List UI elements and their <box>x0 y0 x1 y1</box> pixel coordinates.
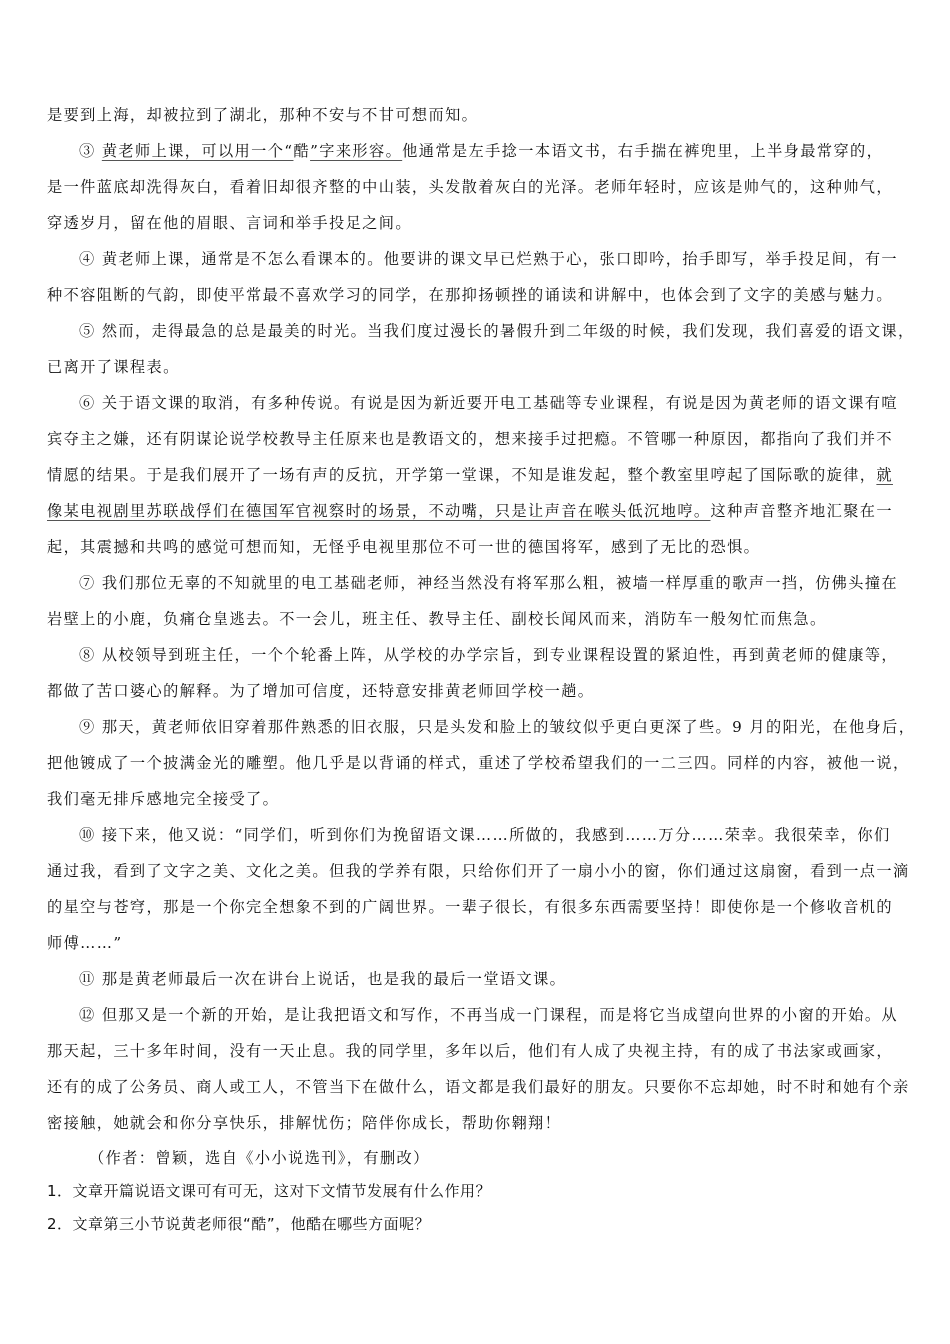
paragraph-6-line-1: ⑥ 关于语文课的取消，有多种传说。有说是因为新近要开电工基础等专业课程，有说是因为黄老师的语文课有喧 <box>79 394 899 412</box>
paragraph-12-line-4: 密接触，她就会和你分享快乐，排解忧伤；陪伴你成长，帮助你翱翔！ <box>47 1114 562 1132</box>
paragraph-5-line-1: ⑤ 然而，走得最急的总是最美的时光。当我们度过漫长的暑假升到二年级的时候，我们发现，我们喜爱的语文课， <box>79 322 915 340</box>
text: 这种声音整齐地汇聚在一 <box>710 502 893 520</box>
paragraph-9 <box>47 709 915 817</box>
paragraph-8 <box>47 637 915 709</box>
paragraph-6 <box>47 385 915 565</box>
paragraph-2-tail: 是要到上海，却被拉到了湖北，那种不安与不甘可想而知。 <box>47 106 479 124</box>
paragraph-5-line-2: 已离开了课程表。 <box>47 358 180 376</box>
paragraph-3 <box>47 133 915 241</box>
paragraph-10 <box>47 817 915 961</box>
paragraph-4-line-1: ④ 黄老师上课，通常是不怎么看课本的。他要讲的课文早已烂熟于心，张口即吟，抬手即写，举手投足间，有一 <box>79 250 899 268</box>
paragraph-12 <box>47 997 915 1141</box>
paragraph-3-line-1 <box>47 133 915 169</box>
paragraph-9-line-2: 把他镀成了一个披满金光的雕塑。他几乎是以背诵的样式，重述了学校希望我们的一二三四。同样的内容，被他一说， <box>47 754 910 772</box>
paragraph-10-line-4: 师傅……” <box>47 934 123 952</box>
paragraph-3-line-3: 穿透岁月，留在他的眉眼、言词和举手投足之间。 <box>47 214 412 232</box>
underlined-sentence: 像某电视剧里苏联战俘们在德国军官视察时的场景，不动嘴，只是让声音在喉头低沉地哼。 <box>47 502 711 520</box>
text: 情愿的结果。于是我们展开了一场有声的反抗，开学第一堂课，不知是谁发起，整个教室里哼起了国际歌的旋律， <box>47 466 877 484</box>
quoted-word: 酷 <box>293 142 311 160</box>
paragraph-4-line-2: 种不容阻断的气韵，即使平常最不喜欢学习的同学，在那抑扬顿挫的诵读和讲解中，也体会到了文字的美感与魅力。 <box>47 286 893 304</box>
paragraph-11-line-1: ⑪ 那是黄老师最后一次在讲台上说话，也是我的最后一堂语文课。 <box>79 970 567 988</box>
underlined-phrase: 黄老师上课，可以用一个“ <box>101 142 294 160</box>
underlined-sentence: 就 <box>876 466 893 484</box>
paragraph-9-line-3: 我们毫无排斥感地完全接受了。 <box>47 790 280 808</box>
questions <box>47 1175 915 1241</box>
paragraph-marker: ③ <box>79 142 96 160</box>
document-page <box>47 97 915 1241</box>
paragraph-8-line-2: 都做了苦口婆心的解释。为了增加可信度，还特意安排黄老师回学校一趟。 <box>47 682 595 700</box>
paragraph-6-line-2: 宾夺主之嫌，还有阴谋论说学校教导主任原来也是教语文的，想来接手过把瘾。不管哪一种原因，都指向了我们并不 <box>47 430 893 448</box>
paragraph-5 <box>47 313 915 385</box>
paragraph-12-line-3: 还有的成了公务员、商人或工人，不管当下在做什么，语文都是我们最好的朋友。只要你不忘却她，时不时和她有个亲 <box>47 1078 910 1096</box>
paragraph-7 <box>47 565 915 637</box>
question-1: 1．文章开篇说语文课可有可无，这对下文情节发展有什么作用？ <box>47 1182 492 1200</box>
paragraph-10-line-2: 通过我，看到了文字之美、文化之美。但我的学养有限，只给你们开了一扇小小的窗，你们通过这扇窗，看到一点一滴 <box>47 862 910 880</box>
paragraph-12-line-1: ⑫ 但那又是一个新的开始，是让我把语文和写作，不再当成一门课程，而是将它当成望向世界的小窗的开始。从 <box>79 1006 899 1024</box>
text: 他通常是左手捻一本语文书，右手揣在裤兜里，上半身最常穿的， <box>402 142 884 160</box>
paragraph-6-line-5: 起，其震撼和共鸣的感觉可想而知，无怪乎电视里那位不可一世的德国将军，感到了无比的恐惧。 <box>47 538 761 556</box>
paragraph-7-line-1: ⑦ 我们那位无辜的不知就里的电工基础老师，神经当然没有将军那么粗，被墙一样厚重的歌声一挡，仿佛头撞在 <box>79 574 899 592</box>
paragraph-7-line-2: 岩壁上的小鹿，负痛仓皇逃去。不一会儿，班主任、教导主任、副校长闻风而来，消防车一般匆忙而焦急。 <box>47 610 827 628</box>
paragraph-12-line-2: 那天起，三十多年时间，没有一天止息。我的同学里，多年以后，他们有人成了央视主持，有的成了书法家或画家， <box>47 1042 893 1060</box>
paragraph-10-line-3: 的星空与苍穹，那是一个你完全想象不到的广阔世界。一辈子很长，有很多东西需要坚持！即使你是一个修收音机的 <box>47 898 893 916</box>
source-attribution: （作者：曾颖，选自《小小说选刊》，有删改） <box>89 1149 430 1167</box>
paragraph-8-line-1: ⑧ 从校领导到班主任，一个个轮番上阵，从学校的办学宗旨，到专业课程设置的紧迫性，再到黄老师的健康等， <box>79 646 899 664</box>
paragraph-3-line-2: 是一件蓝底却洗得灰白，看着旧却很齐整的中山装，头发散着灰白的光泽。老师年轻时，应该是帅气的，这种帅气， <box>47 178 893 196</box>
paragraph-10-line-1: ⑩ 接下来，他又说：“同学们，听到你们为挽留语文课……所做的，我感到……万分……荣幸。我很荣幸，你们 <box>79 826 891 844</box>
underlined-phrase: ”字来形容。 <box>310 142 403 160</box>
paragraph-6-line-4 <box>47 493 915 529</box>
paragraph-4 <box>47 241 915 313</box>
paragraph-11 <box>47 961 915 997</box>
paragraph-6-line-3 <box>47 457 915 493</box>
paragraph-9-line-1: ⑨ 那天，黄老师依旧穿着那件熟悉的旧衣服，只是头发和脸上的皱纹似乎更白更深了些。9 月的阳光，在他身后， <box>79 718 916 736</box>
question-2: 2．文章第三小节说黄老师很“酷”，他酷在哪些方面呢？ <box>47 1215 431 1233</box>
